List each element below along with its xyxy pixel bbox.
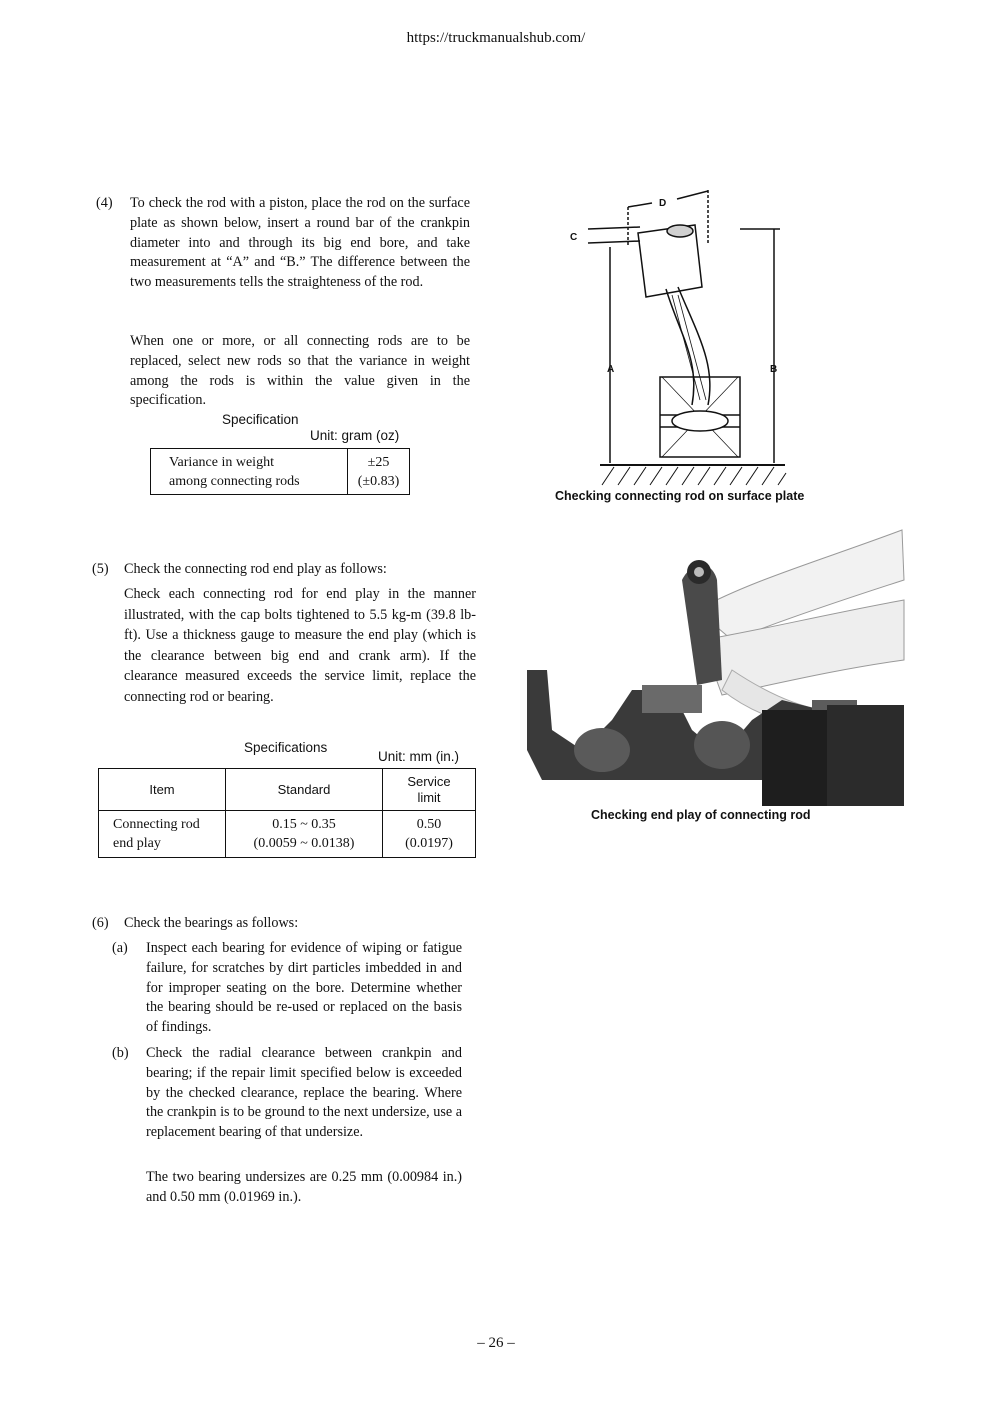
header-item: Item — [99, 769, 226, 811]
spec-title-weight: Specification — [222, 412, 299, 427]
end-play-spec-table — [98, 768, 476, 858]
weight-spec-label-cell — [151, 449, 348, 495]
header-service-limit — [383, 769, 476, 811]
header-url[interactable]: https://truckmanualshub.com/ — [406, 30, 586, 46]
weight-spec-value-cell — [348, 449, 410, 495]
figure-2-caption: Checking end play of connecting rod — [591, 808, 811, 822]
label-a: A — [607, 364, 615, 375]
label-b: B — [770, 364, 778, 375]
item-line-1: Connecting rod — [113, 817, 200, 832]
section-4-paragraph-1: To check the rod with a piston, place the rod on the surface plate as shown below, insert a round bar of the crankpin diameter into and through its big end bore, and take measurement at “A” and “B.” The difference between the two measurements tells the straighteness of the rod. — [130, 195, 470, 291]
section-4-number: (4) — [96, 195, 113, 211]
section-6a-text: Inspect each bearing for evidence of wiping or fatigue failure, for scratches by dirt particles imbedded in and for improper seating on the bore. Determine whether the bearing should be re-used or replaced on the basis of findings. — [146, 940, 462, 1036]
standard-line-1: 0.15 ~ 0.35 — [272, 817, 336, 832]
header-standard: Standard — [226, 769, 383, 811]
section-6b-text: Check the radial clearance between crankpin and bearing; if the repair limit specified below is exceeded by the checked clearance, replace the bearing. Where the crankpin is to be ground to the next undersize, use a replacement bearing of that undersize. — [146, 1045, 462, 1141]
weight-spec-label-line-2: among connecting rods — [169, 473, 300, 489]
section-5-body: Check each connecting rod for end play in the manner illustrated, with the cap bolts tightened to 5.5 kg-m (39.8 lb-ft). Use a thickness gauge to measure the end play (which is the clearance between big end and crank arm). If the clearance measured exceeds the service limit, replace the connecting rod or bearing. — [124, 586, 476, 705]
end-play-photo — [522, 520, 904, 806]
section-6-heading: Check the bearings as follows: — [124, 915, 299, 931]
section-5-heading: Check the connecting rod end play as follows: — [124, 561, 387, 577]
spec-unit-weight: Unit: gram (oz) — [310, 428, 400, 443]
spec-title-endplay: Specifications — [244, 740, 328, 755]
weight-spec-value-line-2: (±0.83) — [357, 473, 400, 489]
section-6a-number: (a) — [112, 940, 128, 956]
rod-on-surface-plate-diagram — [570, 185, 800, 495]
weight-spec-label-line-1: Variance in weight — [169, 454, 274, 470]
label-c: C — [570, 232, 578, 243]
section-5-number: (5) — [92, 561, 109, 577]
item-cell — [99, 811, 226, 858]
spec-unit-endplay: Unit: mm (in.) — [378, 749, 459, 764]
section-6b-number: (b) — [112, 1045, 129, 1061]
weight-spec-table — [150, 448, 410, 495]
limit-line-1: 0.50 — [416, 817, 442, 832]
standard-cell — [226, 811, 383, 858]
limit-cell — [383, 811, 476, 858]
header-service-limit-line-1: Service — [407, 773, 451, 789]
section-6-number: (6) — [92, 915, 109, 931]
header-service-limit-line-2: limit — [417, 789, 441, 805]
item-line-2: end play — [113, 836, 161, 851]
section-6b-note: The two bearing undersizes are 0.25 mm (0.00984 in.) and 0.50 mm (0.01969 in.). — [146, 1169, 462, 1205]
figure-1-caption: Checking connecting rod on surface plate — [555, 489, 805, 503]
page-number: – 26 – — [477, 1335, 515, 1351]
limit-line-2: (0.0197) — [405, 836, 453, 851]
label-d: D — [659, 198, 667, 209]
standard-line-2: (0.0059 ~ 0.0138) — [253, 836, 355, 851]
weight-spec-value-line-1: ±25 — [367, 454, 390, 470]
section-4-paragraph-2: When one or more, or all connecting rods are to be replaced, select new rods so that the variance in weight among the rods is within the value given in the specification. — [130, 333, 470, 409]
